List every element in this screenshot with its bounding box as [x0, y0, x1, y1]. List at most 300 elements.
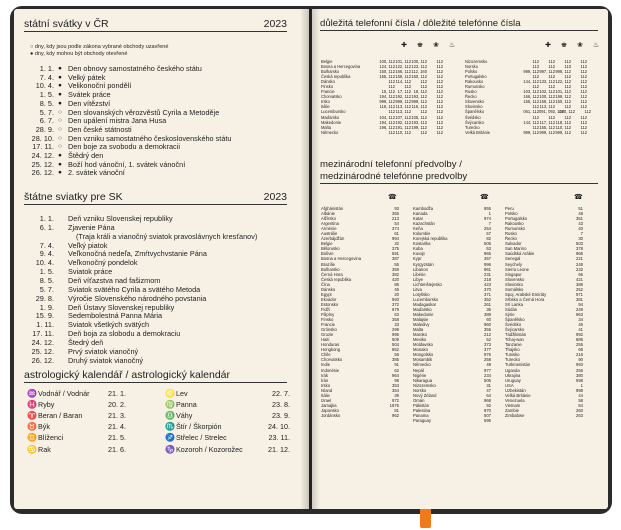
prefix-code: 30: [578, 236, 583, 242]
phone-number: 112: [580, 74, 587, 80]
prefix-code: 371: [484, 291, 491, 297]
prefix-code: 93: [394, 206, 399, 211]
holiday-date: 7. 4.: [39, 72, 54, 82]
prefix-country: Slovinsko: [505, 281, 523, 287]
phone-icon: ☎: [480, 194, 489, 201]
prefix-country: Libye: [413, 276, 424, 282]
holiday-marker: ●: [58, 99, 62, 107]
prefix-code: 352: [484, 296, 491, 302]
phone-number: 15, 112: [381, 89, 395, 95]
prefix-code: 34: [578, 317, 583, 323]
zodiac-sign-icon: ♌: [165, 389, 175, 398]
phone-number: 110, 112: [395, 129, 411, 135]
country-name: Rusko: [465, 89, 477, 95]
prefix-code: 232: [576, 266, 583, 272]
prefix-country: Libérie: [413, 271, 426, 277]
prefix-country: Maďarsko: [413, 306, 432, 312]
phone-number: 112: [564, 59, 571, 64]
prefix-code: 385: [392, 357, 399, 363]
ambulance-icon: ✚: [545, 42, 551, 49]
holiday-row: [26, 233, 257, 242]
phone-number: 18, 112: [413, 89, 427, 95]
prefix-code: 965: [484, 251, 491, 257]
prefix-code: 505: [484, 377, 491, 383]
zodiac-date: 23. 11.: [268, 433, 290, 443]
country-name: Turecko: [465, 124, 480, 130]
country-name: Rakousko: [465, 79, 484, 85]
holiday-name: Sedembolestná Panna Mária: [68, 311, 163, 321]
prefix-code: 357: [484, 256, 491, 262]
zodiac-date: 20. 2.: [108, 400, 126, 410]
country-name: Francie: [321, 89, 335, 95]
zodiac-name: Ryby: [38, 400, 55, 410]
prefix-code: 971: [576, 291, 583, 297]
holiday-date: 6. 7.: [39, 116, 54, 126]
prefix-country: Spoj. Arabské Emiráty: [505, 291, 547, 297]
holiday-name: Den obnovy samostatného českého státu: [68, 64, 202, 73]
prefix-country: Černá Hora: [321, 271, 343, 277]
country-name: Itálie: [321, 104, 330, 110]
prefix-country: Turecko: [505, 357, 520, 363]
prefix-code: 378: [576, 246, 583, 252]
phone-number: 122, 112: [395, 64, 411, 70]
zodiac-date: 23. 8.: [272, 400, 290, 410]
phone-number: 194, 112: [379, 94, 395, 100]
prefix-code: 60: [486, 317, 491, 323]
phone-number: 999, 112: [379, 99, 395, 105]
phone-number: 999, 112: [411, 99, 427, 105]
phones-icons-left: [396, 42, 460, 50]
prefix-country: Lichtenštejnsko: [413, 281, 442, 287]
prefix-country: Malta: [413, 327, 424, 333]
prefix-country: Kuba: [413, 246, 423, 252]
prefix-code: 90: [578, 357, 583, 363]
prefix-country: Irsko: [321, 382, 331, 388]
phone-number: 112: [532, 59, 539, 64]
zodiac-date: 23. 9.: [272, 411, 290, 421]
phone-number: 158, 112: [395, 74, 411, 80]
prefix-code: 41: [578, 327, 583, 333]
phone-number: 101, 112: [395, 59, 411, 64]
holiday-date: 17. 11.: [32, 142, 54, 152]
holiday-name: (Traja králi a vianočný sviatok pravoslávnych kresťanov): [76, 231, 258, 241]
phone-number: 110: [564, 64, 571, 70]
phone-number: 118, 112: [379, 104, 395, 110]
phone-number: 192, 112: [395, 119, 411, 125]
holiday-date: 5. 7.: [39, 284, 54, 294]
prefix-country: Makedonie: [413, 311, 434, 317]
holiday-name: Veľký piatok: [68, 240, 108, 250]
holiday-separator: [54, 250, 66, 259]
prefix-code: 216: [576, 352, 583, 358]
prefix-code: 53: [486, 246, 491, 252]
country-name: Slovinsko: [465, 104, 483, 110]
zodiac-sign-icon: ♍: [165, 400, 175, 410]
prefix-country: Sýrie: [505, 311, 515, 317]
prefix-country: Arménie: [321, 226, 337, 232]
holiday-separator: [54, 348, 66, 357]
prefix-code: 40: [578, 226, 583, 232]
cz-holidays-year: 2023: [263, 18, 287, 30]
phone-number: 112: [436, 74, 443, 80]
holiday-date: 1. 11.: [36, 320, 54, 330]
prefix-country: Tádžikistán: [505, 332, 527, 338]
prefix-code: 299: [392, 327, 399, 333]
phone-number: 105, 112: [411, 114, 427, 120]
prefix-code: 221: [576, 256, 583, 262]
prefix-country: Saúdská Arábie: [505, 251, 535, 257]
zodiac-sign-icon: ♉: [27, 422, 37, 432]
prefix-country: Libanon: [413, 266, 428, 272]
prefix-country: Zambie: [505, 407, 519, 413]
phone-number: 112: [404, 84, 411, 90]
holiday-date: 7. 4.: [39, 240, 54, 250]
holiday-separator: [54, 330, 66, 339]
zodiac-row: [164, 411, 290, 420]
phone-number: 112: [436, 64, 443, 70]
phone-number: 112: [532, 124, 539, 130]
phone-number: 112: [388, 109, 395, 115]
zodiac-sign-icon: ♐: [165, 433, 175, 443]
prefix-code: 382: [392, 271, 399, 277]
prefix-code: 386: [576, 281, 583, 287]
phone-number: 112: [436, 109, 443, 115]
zodiac-name: Rak: [38, 444, 51, 454]
prefix-code: 961: [484, 266, 491, 272]
holiday-name: Sviatok svätého Cyrila a svätého Metoda: [68, 284, 201, 294]
zodiac-name: Panna: [176, 400, 197, 410]
prefix-country: Chile: [321, 352, 331, 358]
zodiac-name: Štír / Škorpión: [176, 422, 222, 432]
holiday-date: 24. 12.: [31, 151, 54, 160]
phone-number: 112: [580, 89, 587, 95]
prefix-code: 370: [484, 286, 491, 292]
prefix-country: USA: [505, 382, 514, 388]
holiday-marker: ●: [58, 160, 62, 168]
zodiac-date: 24. 10.: [268, 422, 290, 432]
zodiac-date: 21. 12.: [268, 444, 290, 454]
country-name: Chorvatsko: [321, 94, 342, 100]
phone-number: 112: [388, 84, 395, 90]
phone-number: 112: [580, 84, 587, 90]
legend-closed: ● dny, kdy mohou být obchody otevřené: [30, 51, 128, 57]
phone-row: [465, 130, 591, 135]
prefix-country: San Marino: [505, 246, 527, 252]
prefix-country: Singapur: [505, 271, 522, 277]
phone-number: 101, 112: [555, 89, 571, 95]
phones-icons-right: [540, 42, 604, 50]
zodiac-row: [26, 422, 126, 431]
country-name: Belgie: [321, 59, 333, 64]
zodiac-row: [164, 433, 290, 442]
prefix-country: Nikaragua: [413, 377, 433, 383]
prefix-code: 234: [484, 372, 491, 378]
prefix-code: 66: [578, 347, 583, 353]
prefix-country: Gruzie: [321, 332, 334, 338]
prefix-code: 972: [392, 397, 399, 403]
prefix-code: 1876: [389, 402, 399, 408]
zodiac-date: 21. 3.: [108, 411, 126, 421]
prefix-country: Filipíny: [321, 311, 335, 317]
zodiac-row: [164, 389, 290, 398]
phone-number: 199, 112: [411, 124, 427, 130]
prefix-code: 62: [394, 367, 399, 373]
holiday-marker: ●: [58, 169, 62, 177]
prefix-code: 591: [392, 251, 399, 257]
prefix-code: 960: [484, 322, 491, 328]
phone-number: 112: [436, 69, 443, 75]
zodiac-row: [164, 400, 290, 409]
prefix-country: Řecko: [505, 236, 517, 242]
country-name: Španělsko: [465, 109, 485, 115]
zodiac-row: [26, 389, 126, 398]
phone-number: 118, 112: [555, 119, 571, 125]
phone-number: 112: [436, 99, 443, 105]
prefix-code: 45: [394, 286, 399, 292]
phone-number: 112: [436, 129, 443, 135]
phone-number: 191, 112: [395, 124, 411, 130]
prefix-country: Sierra Leone: [505, 266, 529, 272]
holiday-date: 6. 1.: [39, 222, 54, 232]
zodiac-date: 22. 7.: [272, 389, 290, 398]
prefix-code: 998: [576, 387, 583, 393]
prefix-code: 380: [576, 372, 583, 378]
prefix-code: 593: [392, 296, 399, 302]
phone-number: 103, 112: [523, 89, 539, 95]
phone-number: 112: [580, 119, 587, 125]
phone-number: 998, 112: [555, 69, 571, 75]
zodiac-row: [26, 411, 126, 420]
holiday-date: 29. 8.: [35, 293, 54, 303]
prefix-country: Ázerbájdžán: [321, 236, 345, 242]
prefix-code: 258: [484, 357, 491, 363]
prefix-code: 354: [392, 387, 399, 393]
phone-number: 112: [584, 109, 591, 115]
prefix-country: Švýcarsko: [505, 327, 525, 333]
phone-number: 112: [532, 74, 539, 80]
holiday-name: Deň Ústavy Slovenskej republiky: [68, 302, 175, 312]
holiday-name: Druhý sviatok vianočný: [68, 355, 144, 365]
prefix-code: 503: [576, 241, 583, 247]
prefix-code: 506: [484, 241, 491, 247]
holiday-name: Štedrý deň: [68, 337, 104, 347]
prefix-code: 46: [578, 322, 583, 328]
prefix-code: 31: [486, 382, 491, 388]
prefix-country: Itálie: [321, 392, 330, 398]
prefix-country: Polsko: [505, 211, 518, 217]
prefix-code: 51: [578, 206, 583, 211]
holiday-date: 1. 5.: [39, 90, 54, 100]
prefix-country: Austrálie: [321, 231, 338, 237]
prefix-country: Srí Lanka: [505, 301, 523, 307]
prefix-country: Panama: [413, 412, 429, 418]
prefix-code: 994: [392, 236, 399, 242]
prefix-code: 993: [576, 362, 583, 368]
phone-number: 112: [548, 59, 555, 64]
prefix-country: Kolumbie: [413, 231, 431, 237]
country-name: Makedonie: [321, 119, 342, 125]
prefix-country: Bělorusko: [321, 246, 340, 252]
prefix-code: 595: [484, 417, 491, 423]
prefix-country: Mongolsko: [413, 352, 434, 358]
zodiac-name: Býk: [38, 422, 50, 432]
prefix-code: 372: [392, 301, 399, 307]
prefix-country: Maledivy: [413, 322, 430, 328]
prefix-country: Brazílie: [321, 261, 335, 267]
holiday-date: 26. 12.: [31, 355, 54, 365]
prefix-code: 373: [484, 342, 491, 348]
prefix-code: 52: [486, 337, 491, 343]
prefix-code: 36: [486, 306, 491, 312]
prefix-country: Pákistán: [413, 402, 430, 408]
phone-number: 155, 112: [539, 124, 555, 130]
phone-number: 150, 112: [555, 99, 571, 105]
prefix-code: 389: [484, 311, 491, 317]
phone-number: 112: [436, 89, 443, 95]
phone-number: 112: [580, 114, 587, 120]
prefix-country: Španělsko: [505, 317, 525, 323]
prefix-country: Dánsko: [321, 286, 336, 292]
holiday-separator: [54, 357, 66, 366]
phone-number: 112: [580, 79, 587, 85]
holiday-name: Den upálení mistra Jana Husa: [68, 116, 167, 126]
prefix-country: Monako: [413, 347, 428, 353]
prefix-country: Paraguay: [413, 417, 431, 423]
country-name: Řecko: [465, 94, 477, 100]
holiday-marker: ○: [58, 134, 62, 142]
holiday-name: Deň víťazstva nad fašizmom: [68, 275, 161, 285]
zodiac-name: Blíženci: [38, 433, 64, 443]
phone-number: 112: [580, 94, 587, 100]
phone-number: 158, 112: [539, 99, 555, 105]
prefix-country: Honduras: [321, 342, 340, 348]
prefix-code: 374: [392, 226, 399, 232]
prefix-code: 43: [578, 221, 583, 227]
prefix-country: Kyrgyzstán: [413, 261, 434, 267]
prefix-country: Nizozemsko: [413, 382, 436, 388]
zodiac-name: Střelec / Strelec: [176, 433, 227, 443]
prefix-code: 504: [392, 342, 399, 348]
prefix-country: Estonsko: [321, 301, 339, 307]
phone-number: 112: [420, 109, 427, 115]
prefix-country: Česká republika: [321, 276, 352, 282]
prefix-code: 252: [576, 286, 583, 292]
country-name: Lucembursko: [321, 109, 346, 115]
holiday-date: 1. 1.: [39, 64, 54, 73]
holiday-name: Sviatok všetkých svätých: [68, 320, 150, 330]
phone-number: 112: [532, 84, 539, 90]
holiday-separator: [54, 242, 66, 251]
prefix-country: Irák: [321, 372, 328, 378]
prefix-country: Tunisko: [505, 352, 520, 358]
country-name: Velká Británie: [465, 129, 491, 135]
zodiac-sign-icon: ♋: [27, 444, 37, 454]
holiday-date: 10. 4.: [35, 258, 54, 268]
phone-number: 110, 112: [555, 124, 571, 130]
prefix-code: 248: [576, 261, 583, 267]
prefix-code: 218: [484, 276, 491, 282]
holiday-name: Sviatok práce: [68, 267, 113, 277]
prefix-country: Somálsko: [505, 286, 524, 292]
phone-number: 144, 112: [523, 119, 539, 125]
prefix-row: [321, 413, 399, 418]
prefix-country: Mosambik: [413, 357, 433, 363]
holiday-name: Deň boja za slobodu a demokraciu: [68, 329, 181, 339]
prefix-country: Kuvajt: [413, 251, 425, 257]
prefix-code: 61: [394, 231, 399, 237]
phone-number: 104, 112: [379, 114, 395, 120]
holiday-date: 1. 9.: [39, 302, 54, 312]
phone-number: 112: [548, 74, 555, 80]
phone-number: 122, 112: [555, 79, 571, 85]
prefix-country: Kambodža: [413, 206, 434, 211]
prefix-code: 55: [394, 261, 399, 267]
phone-number: 112: [436, 94, 443, 100]
prefix-country: Ukrajina: [505, 372, 521, 378]
police-icon: ♚: [416, 42, 424, 49]
phone-number: 112: [580, 69, 587, 75]
prefix-country: Belgie: [321, 241, 333, 247]
prefix-code: 970: [484, 407, 491, 413]
prefix-country: Korejská republika: [413, 236, 448, 242]
prefix-code: 255: [576, 342, 583, 348]
holiday-separator: [54, 215, 66, 224]
prefix-country: Venezuela: [505, 397, 525, 403]
prefix-code: 48: [578, 211, 583, 217]
holiday-separator: [54, 286, 66, 295]
prefix-country: Srbsko a Černá Hora: [505, 296, 545, 302]
prefix-code: 81: [394, 407, 399, 413]
prefix-country: Uruguay: [505, 377, 521, 383]
prefix-code: 64: [486, 392, 491, 398]
holiday-row: [26, 357, 143, 366]
phone-number: 112: [436, 114, 443, 120]
prefix-code: 962: [392, 412, 399, 418]
prefix-country: Rusko: [505, 231, 517, 237]
prefix-code: 358: [392, 317, 399, 323]
prefix-code: 57: [486, 231, 491, 237]
prefix-country: Japonsko: [321, 407, 339, 413]
phones-title: důležitá telefonní čísla / dôležité telefónne čísla: [320, 18, 521, 29]
prefix-country: Súdán: [505, 306, 518, 312]
prefix-country: Rakousko: [505, 221, 524, 227]
prefix-code: 254: [484, 226, 491, 232]
prefix-country: Uzbekistán: [505, 387, 526, 393]
zodiac-date: 21. 1.: [108, 389, 126, 398]
prefix-title-line1: mezinárodní telefonní předvolby /: [320, 159, 462, 170]
prefix-country: Katar: [413, 216, 424, 222]
prefix-code: 421: [576, 276, 583, 282]
phone-number: 144, 112: [523, 79, 539, 85]
zodiac-name: Vodnář / Vodnár: [38, 389, 90, 398]
bookmark-ribbon-tail[interactable]: [420, 508, 431, 528]
phone-number: 112: [548, 84, 555, 90]
police-icon: ♚: [560, 42, 568, 49]
prefix-country: Madagaskar: [413, 301, 437, 307]
prefix-code: 420: [392, 276, 399, 282]
prefix-code: 995: [392, 332, 399, 338]
phone-number: 117, 112: [539, 119, 555, 125]
phone-number: 193, 112: [411, 119, 427, 125]
prefix-code: 58: [578, 397, 583, 403]
zodiac-row: [26, 445, 126, 454]
holiday-marker: ●: [58, 91, 62, 99]
prefix-country: Keňa: [413, 226, 423, 232]
phone-number: 999, 112: [523, 129, 539, 135]
holiday-name: Veľkonočná nedeľa, Zmŕtvychvstanie Pána: [68, 249, 207, 259]
prefix-country: Norsko: [413, 387, 427, 393]
holiday-name: Svátek práce: [68, 90, 111, 100]
